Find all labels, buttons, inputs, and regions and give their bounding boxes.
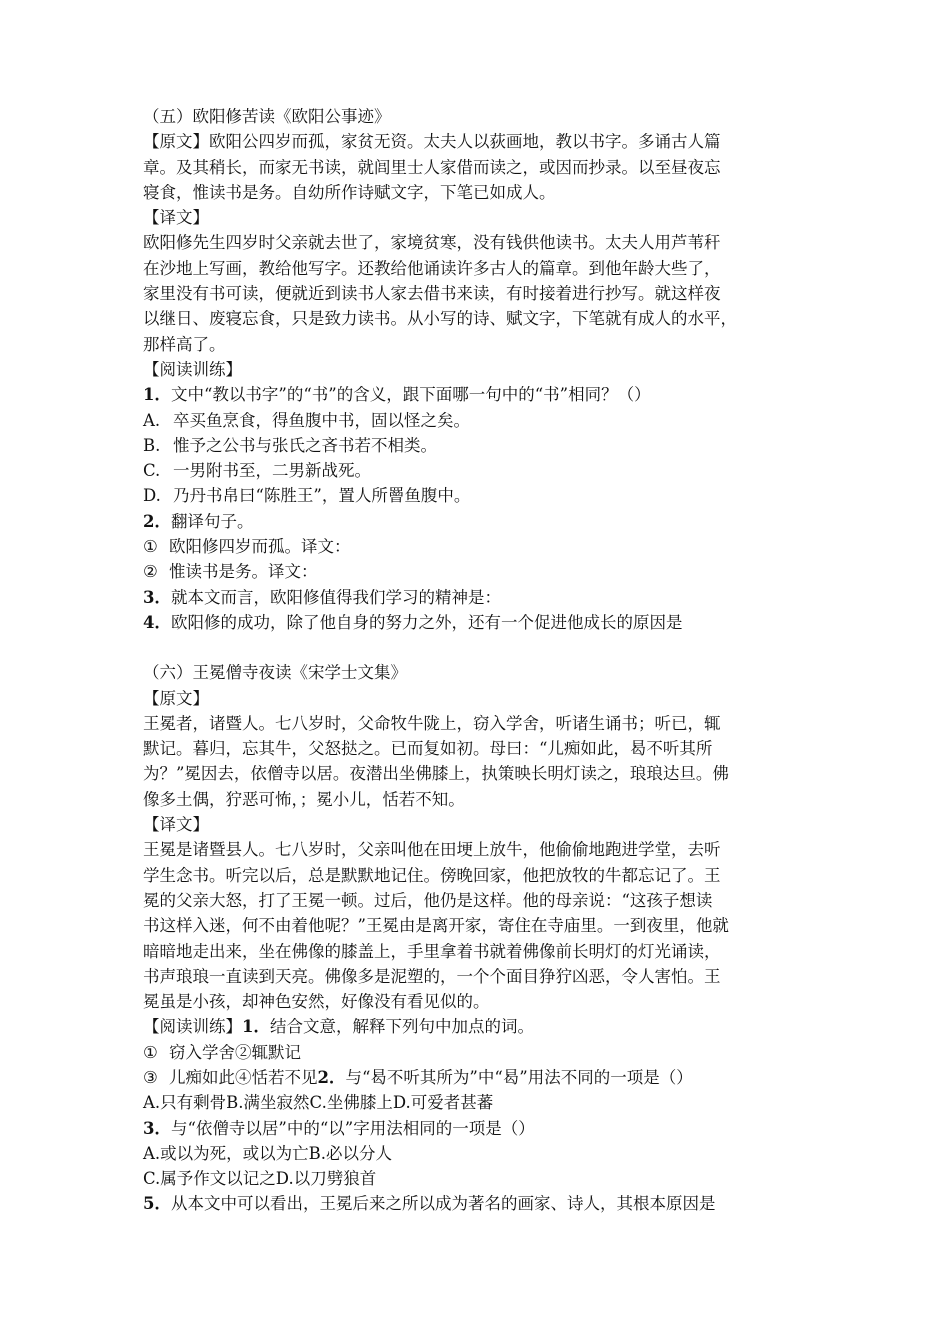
option-d: [143, 483, 833, 508]
section6-training-question-1: [143, 1014, 833, 1039]
question-number: 3．: [143, 587, 171, 607]
question-text: 就本文而言，欧阳修值得我们学习的精神是：: [170, 587, 501, 607]
options-line: [143, 1166, 833, 1191]
question-number: 1．: [143, 385, 171, 405]
question-text: 翻译句子。: [170, 511, 254, 531]
question-number: 2．: [317, 1067, 346, 1087]
section6-translation-line: 学生念书。听完以后，总是默默地记住。傍晚回家，他把放牧的牛都忘记了。王: [143, 865, 721, 885]
section5-title: （五）欧阳修苦读《欧阳公事迹》: [143, 107, 391, 126]
section6-original-line: 王冕者，诸暨人。七八岁时，父命牧牛陇上，窃入学舍，听诸生诵书；听已，辄: [143, 713, 721, 733]
option-a: [143, 408, 833, 433]
question-number: 1．: [242, 1017, 270, 1037]
option-text: 只有剩骨: [160, 1093, 227, 1113]
option-text: 一男附书至，二男新战死。: [173, 461, 371, 481]
question-number: 5．: [143, 1194, 171, 1214]
option-letter: D.: [275, 1169, 294, 1189]
section6-question-3: [143, 1116, 833, 1141]
question-number: 2．: [143, 511, 171, 531]
option-text: 或以为死，或以为亡: [160, 1143, 309, 1163]
translate-item: [143, 559, 833, 584]
circled-number: ①: [143, 537, 158, 557]
section5-translation-line: 欧阳修先生四岁时父亲就去世了，家境贫寒，没有钱供他读书。太夫人用芦苇秆: [143, 233, 721, 253]
word-items-question-2-line: [143, 1065, 833, 1090]
circled-number: ②: [143, 562, 158, 582]
option-letter: D.: [392, 1093, 411, 1113]
question-text: 与“依僧寺以居”中的“以”字用法相同的一项是（）: [170, 1118, 535, 1138]
section5-translation-line: 家里没有书可读，便就近到读书人家去借书来读，有时接着进行抄写。就这样夜: [143, 284, 721, 304]
section6-original-line: 为？”冕因去，依僧寺以居。夜潜出坐佛膝上，执策映长明灯读之，琅琅达旦。佛: [143, 764, 729, 784]
circled-number: ③: [143, 1067, 158, 1087]
option-text: 必以分人: [326, 1143, 393, 1163]
section6-translation-line: 冕的父亲大怒，打了王冕一顿。过后，他仍是这样。他的母亲说：“这孩子想读: [143, 890, 713, 910]
option-letter: C.: [143, 1169, 161, 1189]
question-text: 从本文中可以看出，王冕后来之所以成为著名的画家、诗人，其根本原因是: [170, 1194, 716, 1214]
option-text: 乃丹书帛曰“陈胜王”，置人所罾鱼腹中。: [173, 486, 471, 506]
option-text: 惟予之公书与张氏之吝书若不相类。: [173, 435, 437, 455]
question-number: 3．: [143, 1118, 171, 1138]
option-letter: B.: [143, 435, 161, 455]
option-text: 属予作文以记之: [160, 1169, 276, 1189]
question-text: 欧阳修的成功，除了他自身的努力之外，还有一个促进他成长的原因是: [170, 612, 683, 632]
section5-translation-heading: 【译文】: [143, 208, 209, 228]
section6-title: （六）王冕僧寺夜读《宋学士文集》: [143, 663, 407, 683]
section5-translation-line: 以继日、废寝忘食，只是致力读书。从小写的诗、赋文字，下笔就有成人的水平，: [143, 309, 737, 329]
section5-translation-line: 那样高了。: [143, 334, 226, 354]
circled-number: ④: [235, 1067, 252, 1087]
option-text: 坐佛膝上: [326, 1093, 393, 1113]
options-line: [143, 1090, 833, 1115]
option-text: 满坐寂然: [243, 1093, 310, 1113]
section6-translation-line: 书声琅琅一直读到天亮。佛像多是泥塑的，一个个面目狰狞凶恶，令人害怕。王: [143, 966, 721, 986]
training-heading: 【阅读训练】: [143, 1017, 242, 1037]
section5-question-3: [143, 585, 833, 610]
option-letter: B.: [226, 1093, 244, 1113]
document-page: [143, 104, 833, 1217]
circled-number: ①: [143, 1042, 158, 1062]
section6-translation-line: 王冕是诸暨县人。七八岁时，父亲叫他在田埂上放牛，他偷偷地跑进学堂，去听: [143, 840, 721, 860]
option-text: 可爱者甚蕃: [410, 1093, 494, 1113]
option-c: [143, 458, 833, 483]
option-letter: B.: [308, 1143, 327, 1163]
question-text: 结合文意，解释下列句中加点的词。: [269, 1017, 534, 1037]
option-text: 卒买鱼烹食，得鱼腹中书，固以怪之矣。: [173, 410, 470, 430]
section5-original-line: 【原文】欧阳公四岁而孤，家贫无资。太夫人以荻画地，教以书字。多诵古人篇: [143, 132, 721, 152]
option-b: [143, 433, 833, 458]
word-items-line: [143, 1040, 833, 1065]
section5-question-1: [143, 382, 833, 407]
options-line: [143, 1141, 833, 1166]
section5-training-heading: 【阅读训练】: [143, 359, 242, 379]
section6-original-line: 默记。暮归，忘其牛，父怒挞之。已而复如初。母曰：“儿痴如此，曷不听其所: [143, 739, 713, 759]
section6-question-5: [143, 1191, 833, 1216]
translate-item: [143, 534, 833, 559]
section6-original-line: 像多土偶，狞恶可怖，；冕小儿，恬若不知。: [143, 789, 465, 809]
section5-original-line: 章。及其稍长，而家无书读，就闾里士人家借而读之，或因而抄录。以至昼夜忘: [143, 157, 721, 177]
question-number: 4．: [143, 612, 171, 632]
section6-translation-line: 冕虽是小孩，却神色安然，好像没有看见似的。: [143, 992, 490, 1012]
option-text: 以刀劈狼首: [293, 1169, 377, 1189]
section5-question-4: [143, 610, 833, 635]
word-item-text: 辄默记: [251, 1042, 301, 1062]
section5-translation-line: 在沙地上写画，教给他写字。还教给他诵读许多古人的篇章。到他年龄大些了，: [143, 258, 721, 278]
translate-item-text: 欧阳修四岁而孤。译文：: [169, 537, 351, 557]
section-spacer: [143, 635, 833, 660]
section6-translation-line: 书这样入迷，何不由着他呢？”王冕由是离开家，寄住在寺庙里。一到夜里，他就: [143, 916, 729, 936]
circled-number: ②: [235, 1042, 252, 1062]
option-letter: A.: [143, 1093, 161, 1113]
section5-original-line: 寝食，惟读书是务。自幼所作诗赋文字，下笔已如成人。: [143, 182, 556, 202]
section6-translation-line: 暗暗地走出来，坐在佛像的膝盖上，手里拿着书就着佛像前长明灯的灯光诵读，: [143, 941, 721, 961]
section6-original-heading: 【原文】: [143, 688, 209, 708]
word-item-text: 儿痴如此: [169, 1067, 235, 1087]
option-letter: D.: [143, 486, 161, 506]
question-text: 文中“教以书字”的“书”的含义，跟下面哪一句中的“书”相同？（）: [170, 385, 651, 405]
section6-translation-heading: 【译文】: [143, 815, 209, 835]
option-letter: A.: [143, 410, 161, 430]
question-text: 与“曷不听其所为”中“曷”用法不同的一项是（）: [345, 1067, 693, 1087]
option-letter: A.: [143, 1143, 161, 1163]
option-letter: C.: [143, 461, 161, 481]
word-item-text: 恬若不见: [251, 1067, 318, 1087]
translate-item-text: 惟读书是务。译文：: [169, 562, 318, 582]
option-letter: C.: [309, 1093, 327, 1113]
section5-question-2: [143, 509, 833, 534]
word-item-text: 窃入学舍: [169, 1042, 235, 1062]
